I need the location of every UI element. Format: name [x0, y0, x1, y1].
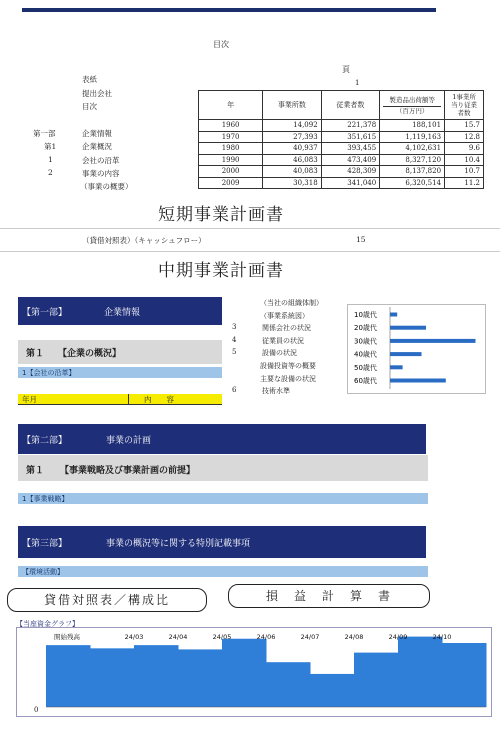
- cash-bar: [442, 643, 487, 707]
- cash-bar: [222, 639, 267, 707]
- cash-bar: [178, 649, 223, 707]
- age-category-label: 20歳代: [354, 324, 377, 333]
- table-cell: 1980: [199, 143, 263, 155]
- cash-bar: [134, 645, 179, 707]
- income-statement-button[interactable]: 損 益 計 算 書: [228, 584, 430, 608]
- table-cell: 1990: [199, 154, 263, 166]
- table-cell: 40,083: [263, 166, 321, 178]
- table-cell: 30,318: [263, 177, 321, 189]
- age-chart-svg: [348, 305, 485, 393]
- part2-item-bar: [18, 493, 428, 504]
- part2-sub-number: 第１: [26, 466, 45, 476]
- header-unit-note: （百万円）: [383, 106, 441, 116]
- table-cell: 2009: [199, 177, 263, 189]
- overlay-item-label[interactable]: 従業員の状況: [262, 336, 304, 345]
- cash-chart-title: 【当座資金グラフ】: [16, 620, 79, 628]
- col-content: 内 容: [144, 395, 174, 404]
- top-rule: [22, 8, 436, 12]
- cash-month-label: 24/03: [124, 633, 144, 641]
- cash-bar: [398, 637, 443, 707]
- overlay-item-label[interactable]: （当社の組織体制）: [260, 299, 323, 307]
- part2-item-label: 1【事業戦略】: [22, 495, 69, 503]
- table-cell: 46,083: [263, 154, 321, 166]
- part1-title: 企業情報: [104, 308, 141, 318]
- toc-lower-line[interactable]: （貸借対照表）（キャッシュフロー）: [82, 236, 206, 245]
- toc-section-num: 第1: [44, 142, 57, 151]
- part2-number: 【第二部】: [22, 436, 68, 446]
- table-cell: 188,101: [380, 120, 445, 132]
- part1-item-label: 1【会社の沿革】: [22, 369, 76, 377]
- toc-item-cover[interactable]: 表紙: [82, 75, 97, 84]
- overlay-item-label[interactable]: 設備投資等の概要: [260, 362, 316, 370]
- toc-section-label[interactable]: 事業の内容: [82, 169, 120, 178]
- table-header-row: [199, 91, 484, 120]
- toc-section-label[interactable]: 会社の沿革: [82, 156, 120, 165]
- age-category-label: 60歳代: [354, 377, 377, 385]
- cash-bar: [310, 674, 355, 707]
- part1-sub-number: 第１: [26, 349, 45, 359]
- table-cell: 6,320,514: [380, 177, 445, 189]
- part2-title: 事業の計画: [106, 436, 152, 446]
- table-cell: 428,309: [321, 166, 380, 178]
- cash-bar: [266, 662, 311, 707]
- table-cell: 4,102,631: [380, 143, 445, 155]
- table-cell: 15.7: [445, 120, 484, 132]
- part2-sub-title: 【事業戦略及び事業計画の前提】: [60, 466, 196, 476]
- table-cell: 221,378: [321, 120, 380, 132]
- table-cell: 40,937: [263, 143, 321, 155]
- table-cell: 1960: [199, 120, 263, 132]
- cash-month-label: 24/07: [300, 633, 320, 641]
- toc-item-contents[interactable]: 目次: [82, 102, 97, 111]
- col-divider: [128, 394, 129, 404]
- header-shipments: [380, 91, 445, 120]
- short-term-plan-heading: 短期事業計画書: [158, 205, 284, 225]
- table-cell: 1970: [199, 131, 263, 143]
- table-cell: 27,393: [263, 131, 321, 143]
- toc-section-num: 1: [48, 155, 53, 164]
- table-cell: 11.2: [445, 177, 484, 189]
- table-cell: 473,409: [321, 154, 380, 166]
- cash-month-label: 24/10: [432, 633, 452, 641]
- overlay-item-label[interactable]: （事業系統図）: [260, 311, 309, 320]
- overlay-item-number: 3: [232, 323, 237, 332]
- col-year: 年月: [22, 395, 37, 404]
- mid-term-plan-heading: 中期事業計画書: [158, 261, 284, 281]
- cash-month-label: 24/04: [168, 633, 188, 641]
- header-establishments: 事業所数: [263, 91, 321, 120]
- table-cell: 351,615: [321, 131, 380, 143]
- toc-section-num: 2: [48, 168, 53, 177]
- cash-chart-svg: [16, 627, 490, 715]
- table-row: [199, 143, 484, 155]
- header-per-establishment: [445, 91, 484, 120]
- toc-overlay-list: [222, 296, 348, 408]
- table-cell: 12.8: [445, 131, 484, 143]
- page-column-label: 頁: [342, 65, 350, 74]
- overlay-item-number: 5: [232, 348, 237, 357]
- statistics-table: [198, 90, 484, 189]
- part3-header-band: [18, 526, 426, 558]
- toc-section-label[interactable]: 企業情報: [82, 129, 112, 138]
- table-cell: 341,040: [321, 177, 380, 189]
- overlay-item-label[interactable]: 関係会社の状況: [262, 324, 311, 333]
- cash-month-label: 24/08: [344, 633, 364, 641]
- table-row: [199, 177, 484, 189]
- overlay-item-number: 4: [232, 335, 237, 344]
- age-bar: [390, 313, 397, 317]
- part3-title: 事業の概況等に関する特別記載事項: [106, 539, 251, 549]
- age-category-label: 50歳代: [354, 363, 377, 372]
- toc-section-num: 第一部: [33, 129, 56, 138]
- part3-item-label: 【環境活動】: [22, 568, 64, 576]
- part1-sub-title: 【企業の概況】: [58, 349, 122, 359]
- part3-item-bar: [18, 566, 428, 577]
- table-cell: 393,455: [321, 143, 380, 155]
- cash-month-label: 24/05: [212, 633, 232, 641]
- table-cell: 8,327,120: [380, 154, 445, 166]
- page-divider: [0, 228, 500, 229]
- toc-section-label[interactable]: （事業の概要）: [80, 182, 133, 191]
- table-cell: 10.4: [445, 154, 484, 166]
- overlay-item-label[interactable]: 技術水準: [262, 387, 290, 396]
- header-employees: 従業者数: [321, 91, 380, 120]
- toc-item-company[interactable]: 提出会社: [82, 89, 112, 98]
- age-bar: [390, 326, 426, 330]
- overlay-item-label[interactable]: 主要な設備の状況: [260, 374, 316, 383]
- table-cell: 10.7: [445, 166, 484, 178]
- age-bar: [390, 379, 446, 383]
- part1-number: 【第一部】: [22, 308, 68, 318]
- header-per-establishment-label: 1事業所当り従業者数: [451, 93, 478, 117]
- age-bar: [390, 339, 476, 343]
- age-bar: [390, 352, 422, 356]
- cash-bar: [354, 653, 399, 707]
- cash-chart-zero-label: 0: [34, 706, 39, 714]
- page-number: 1: [355, 79, 360, 87]
- table-cell: 9.6: [445, 143, 484, 155]
- table-cell: 2000: [199, 166, 263, 178]
- cash-bar: [90, 648, 135, 707]
- cash-month-label: 24/09: [388, 633, 408, 641]
- age-bar: [390, 365, 403, 369]
- table-cell: 14,092: [263, 120, 321, 132]
- toc-section-label[interactable]: 企業概況: [82, 142, 112, 151]
- toc-title: 目次: [213, 40, 229, 49]
- cash-month-label: 24/06: [256, 633, 276, 641]
- overlay-item-number: 6: [232, 386, 237, 395]
- cash-month-label: 開始残高: [54, 633, 80, 641]
- toc-lower-page: 15: [356, 235, 366, 244]
- table-cell: 8,137,820: [380, 166, 445, 178]
- part2-subheader: [18, 455, 428, 481]
- header-year: 年: [199, 91, 263, 120]
- age-category-label: 40歳代: [354, 350, 377, 359]
- cash-bar: [46, 645, 91, 707]
- header-shipments-label: 製造品出荷額等: [389, 96, 435, 104]
- table-row: [199, 120, 484, 132]
- part2-header-band: [18, 424, 426, 454]
- employee-age-chart: [347, 304, 486, 394]
- age-category-label: 10歳代: [354, 311, 377, 319]
- balance-sheet-button[interactable]: 貸借対照表／構成比: [7, 588, 207, 612]
- table-cell: 1,119,163: [380, 131, 445, 143]
- table-row: [199, 131, 484, 143]
- page-divider: [0, 251, 500, 252]
- table-row: [199, 154, 484, 166]
- age-category-label: 30歳代: [354, 337, 377, 346]
- table-row: [199, 166, 484, 178]
- part3-number: 【第三部】: [22, 539, 68, 549]
- overlay-item-label[interactable]: 設備の状況: [262, 349, 297, 358]
